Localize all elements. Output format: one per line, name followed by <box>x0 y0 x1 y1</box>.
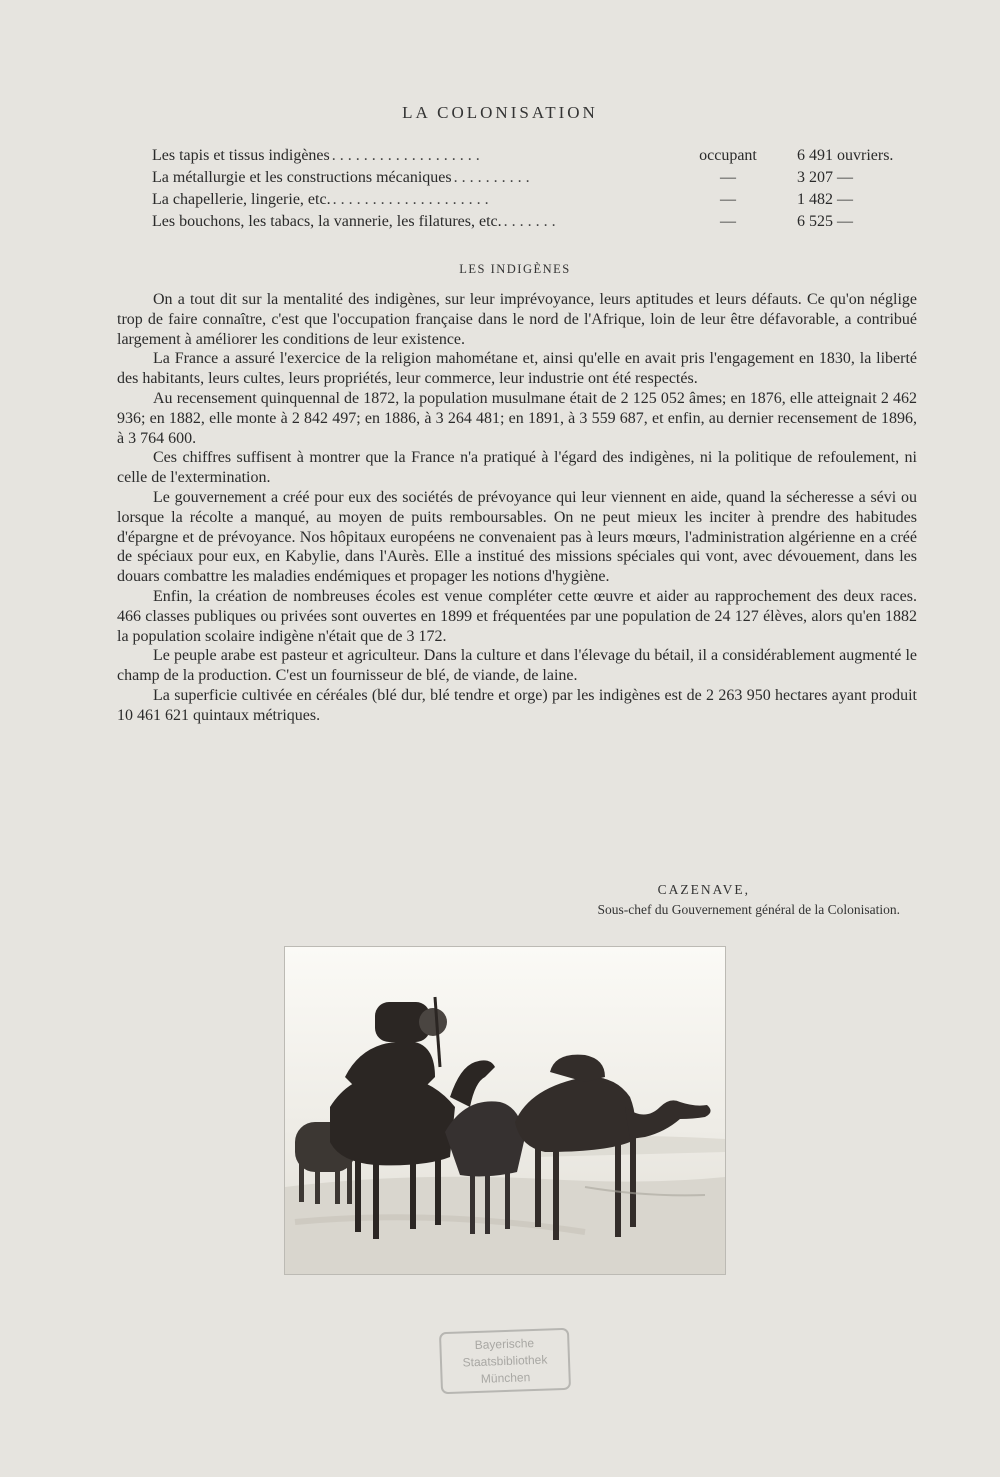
author-title: Sous-chef du Gouvernement général de la Colonisation. <box>597 902 900 917</box>
industry-unit: — <box>837 191 853 208</box>
stamp-line: Staatsbibliothek <box>462 1352 548 1370</box>
industry-label: La chapellerie, lingerie, etc. <box>152 191 331 208</box>
paragraph: La France a assuré l'exercice de la religion mahométane et, ainsi qu'elle en avait pris l'engagement en 1830, la liberté des habitants, leurs cultes, leurs propriétés, leur commerce, leur industrie ont été respectés. <box>117 350 917 388</box>
signature-block <box>470 880 900 920</box>
author-name: CAZENAVE, <box>657 882 750 897</box>
industry-row <box>152 167 922 189</box>
stamp-line: Bayerische <box>474 1335 535 1353</box>
industry-occupation: — <box>720 191 736 208</box>
industry-count: 3 207 <box>797 169 833 186</box>
industry-row <box>152 211 922 233</box>
article-body <box>117 290 917 726</box>
dot-leaders: .......... <box>453 169 534 186</box>
industry-row <box>152 145 922 167</box>
paragraph: Le gouvernement a créé pour eux des sociétés de prévoyance qui leur viennent en aide, quand la sécheresse a sévi ou lorsque la récolte a manqué, au moyen de puits remboursables. On ne peut mieux les inciter à prendre des habitudes d'épargne et de prévoyance. Nos hôpitaux européens ne convenaient pas à leurs mœurs, l'administration algérienne en a créé de spéciaux pour eux, en Kabylie, dans l'Aurès. Elle a institué des missions spéciales qui vont, avec dévouement, dans les douars combattre les maladies endémiques et propager les notions d'hygiène. <box>117 488 917 586</box>
industry-label: Les tapis et tissus indigènes <box>152 147 330 164</box>
industry-occupation: — <box>720 213 736 230</box>
dot-leaders: ....... <box>503 213 560 230</box>
industry-occupation: occupant <box>699 147 757 164</box>
industry-count: 1 482 <box>797 191 833 208</box>
camel-caravan-illustration <box>285 947 725 1274</box>
paragraph: La superficie cultivée en céréales (blé dur, blé tendre et orge) par les indigènes est de 2 263 950 hectares ayant produit 10 461 621 quintaux métriques. <box>117 686 917 724</box>
industry-label: Les bouchons, les tabacs, la vannerie, les filatures, etc. <box>152 213 502 230</box>
section-title: LES INDIGÈNES <box>459 262 571 276</box>
industry-unit: ouvriers. <box>837 147 894 164</box>
stamp-line: München <box>480 1370 531 1386</box>
industry-row <box>152 189 922 211</box>
industry-unit: — <box>837 169 853 186</box>
running-head: LA COLONISATION <box>402 103 598 122</box>
library-stamp <box>439 1328 571 1394</box>
paragraph: Au recensement quinquennal de 1872, la population musulmane était de 2 125 052 âmes; en 1876, elle atteignait 2 462 936; en 1882, elle monte à 2 842 497; en 1886, à 3 264 481; en 1891, à 3 559 687, et enfin, au dernier recensement de 1896, à 3 764 600. <box>117 389 917 447</box>
dot-leaders: ................... <box>331 147 484 164</box>
dot-leaders: .................... <box>332 191 493 208</box>
paragraph: Le peuple arabe est pasteur et agriculteur. Dans la culture et dans l'élevage du bétail, il a considérablement augmenté le champ de la production. C'est un fournisseur de blé, de viande, de laine. <box>117 647 917 685</box>
industry-occupation: — <box>720 169 736 186</box>
paragraph: Ces chiffres suffisent à montrer que la France n'a pratiqué à l'égard des indigènes, ni la politique de refoulement, ni celle de l'extermination. <box>117 449 917 487</box>
camel-caravan-photo <box>284 946 726 1275</box>
industry-count: 6 491 <box>797 147 833 164</box>
industry-unit: — <box>837 213 853 230</box>
paragraph: On a tout dit sur la mentalité des indigènes, sur leur imprévoyance, leurs aptitudes et leurs défauts. Ce qu'on néglige trop de faire connaître, c'est que l'occupation française dans le nord de l'Afrique, loin de leur être défavorable, a contribué largement à améliorer les conditions de leur existence. <box>117 291 917 348</box>
industry-label: La métallurgie et les constructions mécaniques <box>152 169 452 186</box>
paragraph: Enfin, la création de nombreuses écoles est venue compléter cette œuvre et aider au rapprochement des deux races. 466 classes publiques ou privées sont ouvertes en 1899 et fréquentées par une population de 24 127 élèves, alors qu'en 1882 la population scolaire indigène n'était que de 3 172. <box>117 587 917 645</box>
industry-table <box>152 145 922 233</box>
industry-count: 6 525 <box>797 213 833 230</box>
